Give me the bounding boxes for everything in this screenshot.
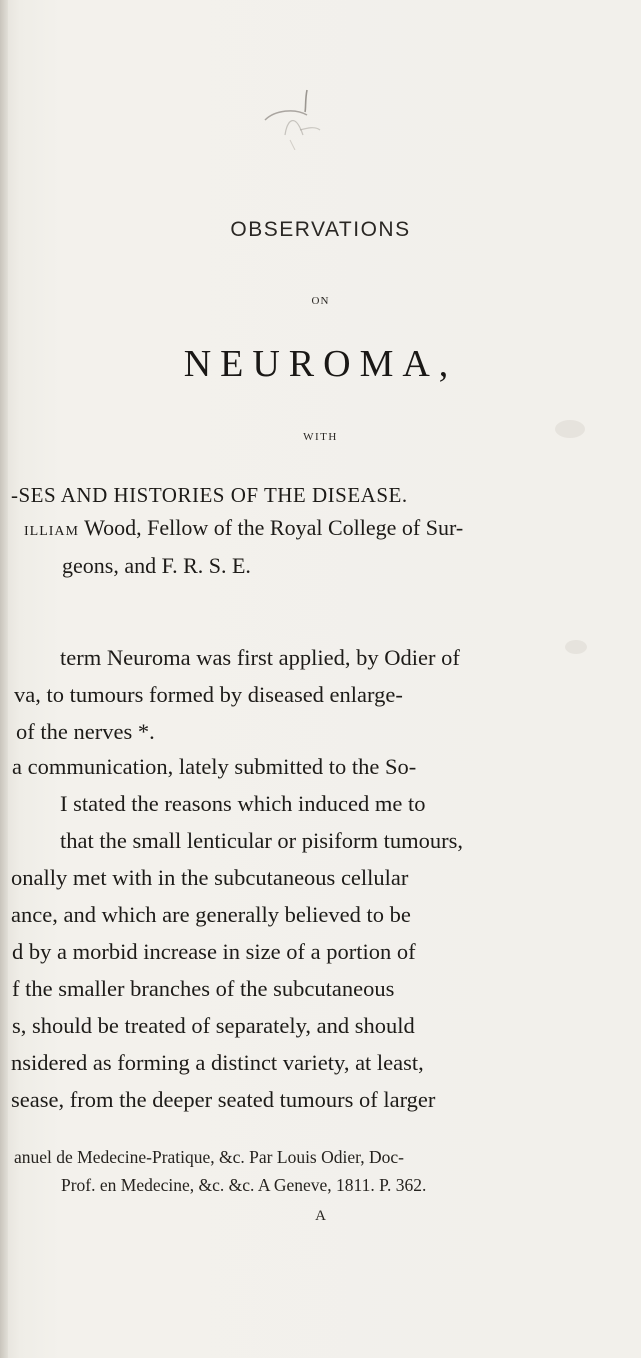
body-line: s, should be treated of separately, and should xyxy=(12,1013,415,1038)
author-prefix: ILLIAM xyxy=(24,524,79,539)
author-line xyxy=(24,517,463,539)
author-line-continued: geons, and F. R. S. E. xyxy=(62,553,251,578)
body-line: nsidered as forming a distinct variety, at least, xyxy=(11,1050,424,1075)
subtitle-on: ON xyxy=(311,295,330,307)
pencil-mark-illustration xyxy=(245,40,335,150)
subtitle-with: WITH xyxy=(303,431,338,443)
footnote-line: anuel de Medecine-Pratique, &c. Par Louis Odier, Doc- xyxy=(14,1147,404,1167)
subtitle-histories: -SES AND HISTORIES OF THE DISEASE. xyxy=(11,483,408,507)
signature-mark: A xyxy=(315,1208,326,1224)
footnote-line: Prof. en Medecine, &c. &c. A Geneve, 1811. P. 362. xyxy=(61,1175,427,1195)
author-name: Wood xyxy=(79,515,137,540)
body-line: d by a morbid increase in size of a portion of xyxy=(12,939,416,964)
body-line: sease, from the deeper seated tumours of larger xyxy=(11,1087,436,1112)
body-line: va, to tumours formed by diseased enlarge- xyxy=(14,682,403,707)
body-line: a communication, lately submitted to the So- xyxy=(12,754,417,779)
page-gutter xyxy=(0,0,8,1358)
paper-stain xyxy=(565,640,587,654)
body-line: f the smaller branches of the subcutaneous xyxy=(12,976,395,1001)
subject-heading: NEUROMA, xyxy=(183,343,458,385)
body-line: that the small lenticular or pisiform tumours, xyxy=(60,828,464,853)
body-line: onally met with in the subcutaneous cellular xyxy=(11,865,409,890)
body-line: of the nerves *. xyxy=(16,719,155,744)
body-line: term Neuroma was first applied, by Odier of xyxy=(60,645,460,670)
body-line: I stated the reasons which induced me to xyxy=(60,791,426,816)
body-line: ance, and which are generally believed to be xyxy=(11,902,411,927)
author-affiliation: , Fellow of the Royal College of Sur- xyxy=(136,515,464,540)
title-heading: OBSERVATIONS xyxy=(230,218,411,241)
